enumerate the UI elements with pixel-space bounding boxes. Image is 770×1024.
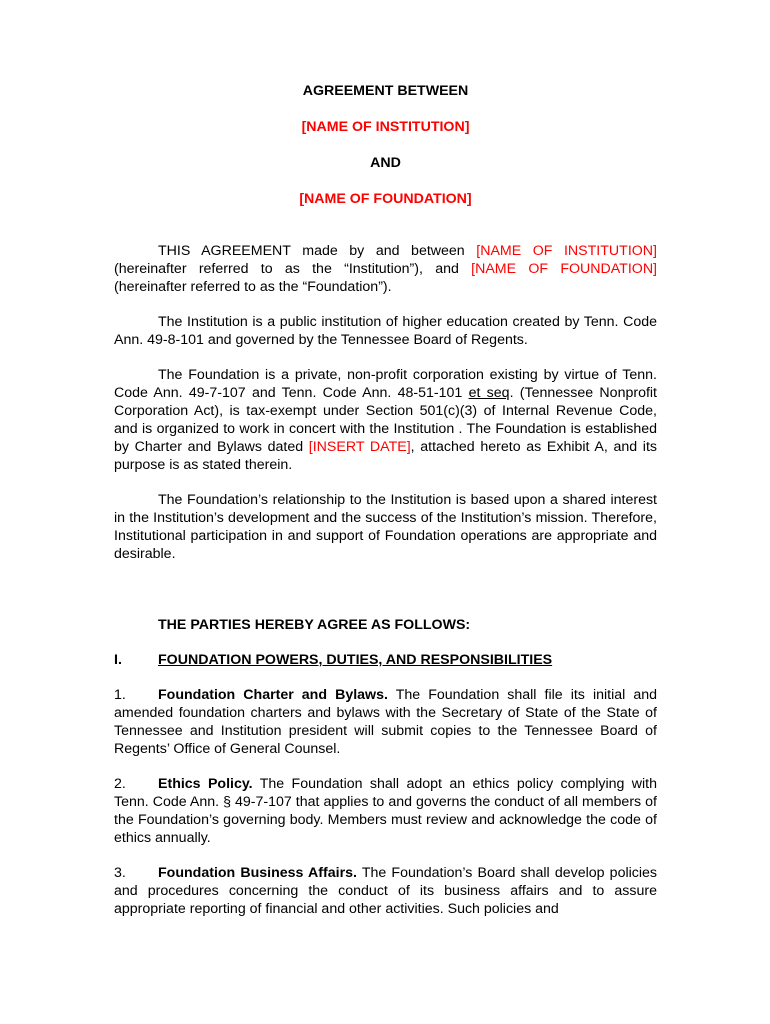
title-line-institution: [NAME OF INSTITUTION] <box>301 119 470 135</box>
date-placeholder: [INSERT DATE] <box>308 439 411 455</box>
item-ethics-policy <box>114 775 657 847</box>
item-text: The Foundation’s Board shall develop policies and procedures concerning the conduct of its business affairs and to assure appropriate reporting of financial and other activities. Such policies and <box>114 865 657 917</box>
section-number: I. <box>114 652 122 668</box>
item-number: 3. <box>114 865 126 881</box>
section-title: FOUNDATION POWERS, DUTIES, AND RESPONSIBILITIES <box>158 652 553 668</box>
item-title: Ethics Policy. <box>158 776 253 792</box>
document-page <box>114 82 657 918</box>
intro-text-c: (hereinafter referred to as the “Foundation”). <box>114 279 392 295</box>
institution-paragraph: The Institution is a public institution of higher education created by Tenn. Code Ann. 49-8-101 and governed by the Tennessee Board of Regents. <box>114 314 657 348</box>
title-line-foundation: [NAME OF FOUNDATION] <box>299 191 472 207</box>
et-seq-text: et seq <box>468 385 510 401</box>
item-number: 1. <box>114 687 126 703</box>
title-line-and: AND <box>370 155 401 171</box>
foundation-text-c: , attached hereto as Exhibit A, and its purpose is as stated therein. <box>114 439 657 473</box>
item-text: The Foundation shall file its initial and amended foundation charters and bylaws with the Secretary of State of the State of Tennessee and Institution president will submit copies to the Tennessee Board of Regents’ Office of General Counsel. <box>114 687 658 757</box>
item-number: 2. <box>114 776 126 792</box>
intro-text-b: (hereinafter referred to as the “Institution”), and <box>114 261 472 277</box>
institution-placeholder: [NAME OF INSTITUTION] <box>476 243 657 259</box>
foundation-paragraph <box>114 366 657 474</box>
item-text: The Foundation shall adopt an ethics policy complying with Tenn. Code Ann. § 49-7-107 that applies to and governs the conduct of all members of the Foundation’s governing body. Members must review and acknowledge the code of ethics annually. <box>114 776 657 846</box>
intro-paragraph <box>114 242 657 296</box>
agree-heading: THE PARTIES HEREBY AGREE AS FOLLOWS: <box>158 617 471 633</box>
title-line-agreement: AGREEMENT BETWEEN <box>302 83 469 99</box>
foundation-text-b: . (Tennessee Nonprofit Corporation Act), is tax-exempt under Section 501(c)(3) of Internal Revenue Code, and is organized to work in concert with the Institution . The Foundation is established by Charter and Bylaws dated <box>114 385 657 455</box>
intro-text-a: THIS AGREEMENT made by and between <box>158 243 477 259</box>
item-title: Foundation Charter and Bylaws. <box>158 687 388 703</box>
relationship-paragraph: The Foundation’s relationship to the Institution is based upon a shared interest in the Institution’s development and the success of the Institution’s mission. Therefore, Institutional participation in and support of Foundation operations are appropriate and desirable. <box>114 492 657 562</box>
foundation-text-a: The Foundation is a private, non-profit corporation existing by virtue of Tenn. Code Ann. 49-7-107 and Tenn. Code Ann. 48-51-101 <box>114 367 657 401</box>
item-charter-bylaws <box>114 686 657 758</box>
item-business-affairs <box>114 864 657 918</box>
foundation-placeholder: [NAME OF FOUNDATION] <box>471 261 658 277</box>
section-heading <box>114 651 657 669</box>
item-title: Foundation Business Affairs. <box>158 865 357 881</box>
